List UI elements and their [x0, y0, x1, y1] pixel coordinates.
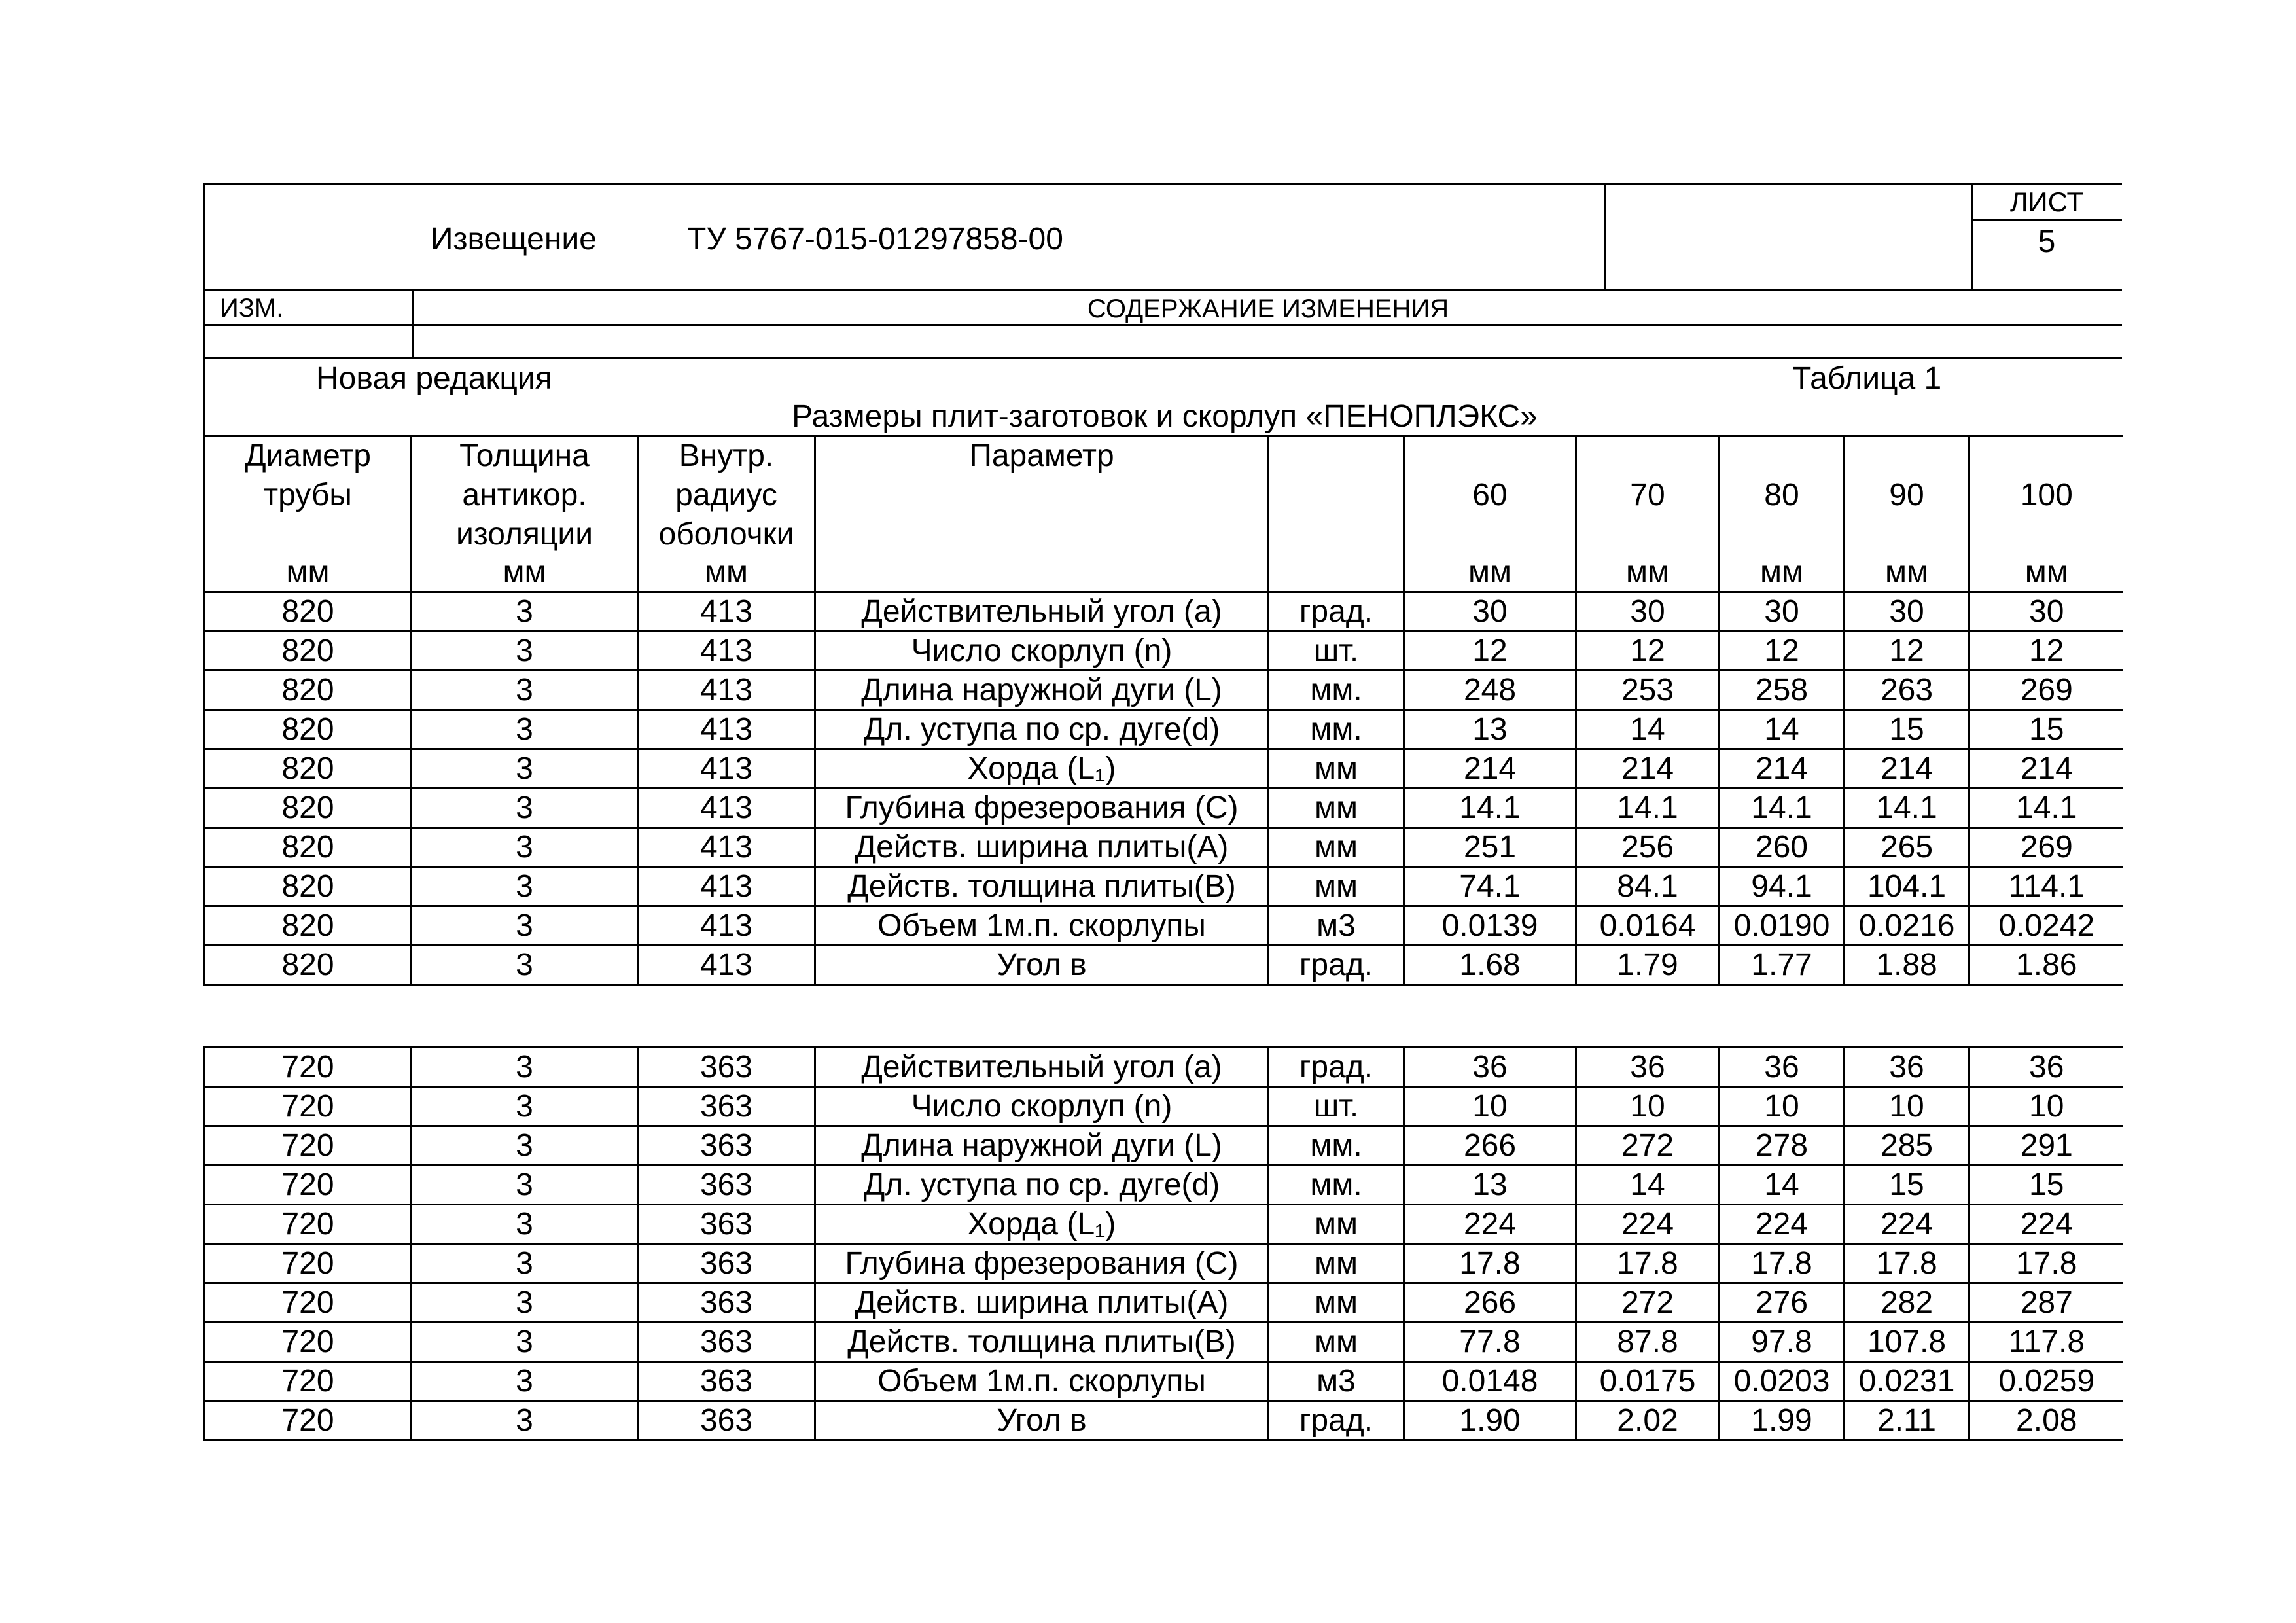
value-cell: 413: [638, 946, 815, 985]
unit-label: мм: [2024, 555, 2068, 590]
value-cell: 413: [638, 749, 815, 789]
value-cell: 2.11: [1845, 1401, 1969, 1440]
value-cell: 3: [412, 749, 638, 789]
value-cell: 14.1: [1969, 789, 2123, 828]
value-cell: 214: [1969, 749, 2123, 789]
sheet-number: 5: [2038, 224, 2056, 259]
table-header-row: [205, 436, 2123, 592]
value-cell: 3: [412, 1087, 638, 1126]
value-cell: 12: [1845, 632, 1969, 671]
value-cell: 84.1: [1576, 867, 1720, 906]
value-cell: 14: [1576, 710, 1720, 749]
parameter-cell: Глубина фрезерования (С): [815, 1244, 1269, 1283]
unit-cell: град.: [1269, 1401, 1404, 1440]
value-cell: 2.02: [1576, 1401, 1720, 1440]
header-line: Внутр.: [679, 438, 774, 473]
value-cell: 0.0164: [1576, 906, 1720, 946]
document-number: ТУ 5767-015-01297858-00: [687, 222, 1063, 257]
value-cell: 413: [638, 906, 815, 946]
parameter-cell: Объем 1м.п. скорлупы: [815, 1362, 1269, 1401]
value-cell: 14.1: [1404, 789, 1576, 828]
value-cell: 17.8: [1969, 1244, 2123, 1283]
value-cell: 413: [638, 789, 815, 828]
size-value: 60: [1472, 478, 1508, 512]
unit-cell: мм.: [1269, 671, 1404, 710]
value-cell: 3: [412, 1283, 638, 1323]
value-cell: 820: [205, 906, 412, 946]
table-row: [205, 1205, 2123, 1244]
table-row: [205, 867, 2123, 906]
value-cell: 363: [638, 1087, 815, 1126]
value-cell: 10: [1404, 1087, 1576, 1126]
value-cell: 0.0139: [1404, 906, 1576, 946]
unit-cell: шт.: [1269, 632, 1404, 671]
value-cell: 363: [638, 1205, 815, 1244]
value-cell: 0.0175: [1576, 1362, 1720, 1401]
value-cell: 3: [412, 1126, 638, 1166]
value-cell: 720: [205, 1283, 412, 1323]
value-cell: 17.8: [1404, 1244, 1576, 1283]
value-cell: 269: [1969, 828, 2123, 867]
table-row: [205, 1323, 2123, 1362]
col-parameter: [815, 436, 1269, 592]
value-cell: 15: [1969, 710, 2123, 749]
value-cell: 13: [1404, 710, 1576, 749]
value-cell: 30: [1720, 592, 1845, 632]
value-cell: 3: [412, 867, 638, 906]
value-cell: 720: [205, 1205, 412, 1244]
value-cell: 363: [638, 1401, 815, 1440]
value-cell: 413: [638, 828, 815, 867]
value-cell: 820: [205, 946, 412, 985]
value-cell: 820: [205, 749, 412, 789]
value-cell: 3: [412, 1166, 638, 1205]
value-cell: 30: [1845, 592, 1969, 632]
table-row: [205, 1283, 2123, 1323]
table-row: [205, 1126, 2123, 1166]
value-cell: 363: [638, 1362, 815, 1401]
value-cell: 3: [412, 671, 638, 710]
value-cell: 413: [638, 592, 815, 632]
section-body: [205, 1048, 2123, 1440]
value-cell: 77.8: [1404, 1323, 1576, 1362]
value-cell: 14: [1720, 1166, 1845, 1205]
value-cell: 720: [205, 1244, 412, 1283]
table-row: [205, 1362, 2123, 1401]
value-cell: 15: [1969, 1166, 2123, 1205]
value-cell: 820: [205, 671, 412, 710]
value-cell: 12: [1404, 632, 1576, 671]
value-cell: 820: [205, 867, 412, 906]
blank-row: [203, 326, 2122, 359]
value-cell: 10: [1720, 1087, 1845, 1126]
unit-cell: мм: [1269, 867, 1404, 906]
value-cell: 282: [1845, 1283, 1969, 1323]
size-value: 80: [1764, 478, 1799, 512]
value-cell: 12: [1720, 632, 1845, 671]
value-cell: 265: [1845, 828, 1969, 867]
unit-cell: град.: [1269, 946, 1404, 985]
value-cell: 0.0259: [1969, 1362, 2123, 1401]
value-cell: 214: [1720, 749, 1845, 789]
unit-cell: мм: [1269, 828, 1404, 867]
header-line: изоляции: [455, 517, 593, 552]
table-title: Размеры плит-заготовок и скорлуп «ПЕНОПЛЭКС»: [792, 399, 1538, 434]
value-cell: 36: [1576, 1048, 1720, 1087]
value-cell: 3: [412, 946, 638, 985]
value-cell: 820: [205, 828, 412, 867]
value-cell: 117.8: [1969, 1323, 2123, 1362]
value-cell: 3: [412, 1401, 638, 1440]
parameter-cell: Действ. ширина плиты(А): [815, 1283, 1269, 1323]
value-cell: 14.1: [1576, 789, 1720, 828]
unit-cell: мм: [1269, 1323, 1404, 1362]
value-cell: 272: [1576, 1126, 1720, 1166]
unit-cell: мм.: [1269, 710, 1404, 749]
value-cell: 285: [1845, 1126, 1969, 1166]
header-line: Параметр: [969, 438, 1114, 473]
value-cell: 1.90: [1404, 1401, 1576, 1440]
unit-cell: мм: [1269, 1283, 1404, 1323]
value-cell: 0.0148: [1404, 1362, 1576, 1401]
parameter-cell: Глубина фрезерования (С): [815, 789, 1269, 828]
value-cell: 17.8: [1720, 1244, 1845, 1283]
value-cell: 266: [1404, 1283, 1576, 1323]
unit-label: мм: [503, 555, 546, 590]
value-cell: 278: [1720, 1126, 1845, 1166]
value-cell: 363: [638, 1166, 815, 1205]
table-row: [205, 828, 2123, 867]
value-cell: 1.88: [1845, 946, 1969, 985]
value-cell: 3: [412, 1205, 638, 1244]
table-number: Таблица 1: [1792, 361, 1942, 396]
value-cell: 363: [638, 1283, 815, 1323]
value-cell: 260: [1720, 828, 1845, 867]
col-thickness: [412, 436, 638, 592]
value-cell: 224: [1720, 1205, 1845, 1244]
value-cell: 413: [638, 632, 815, 671]
value-cell: 720: [205, 1323, 412, 1362]
parameter-cell: Угол в: [815, 1401, 1269, 1440]
value-cell: 214: [1845, 749, 1969, 789]
value-cell: 413: [638, 710, 815, 749]
parameter-cell: Длина наружной дуги (L): [815, 1126, 1269, 1166]
unit-cell: мм.: [1269, 1166, 1404, 1205]
table-row: [205, 671, 2123, 710]
size-value: 90: [1889, 478, 1924, 512]
col-size-80: [1720, 436, 1845, 592]
col-size-60: [1404, 436, 1576, 592]
value-cell: 1.86: [1969, 946, 2123, 985]
value-cell: 363: [638, 1048, 815, 1087]
unit-cell: мм: [1269, 789, 1404, 828]
value-cell: 253: [1576, 671, 1720, 710]
value-cell: 720: [205, 1166, 412, 1205]
value-cell: 14.1: [1845, 789, 1969, 828]
value-cell: 0.0242: [1969, 906, 2123, 946]
header-line: антикор.: [462, 478, 587, 512]
value-cell: 36: [1404, 1048, 1576, 1087]
value-cell: 94.1: [1720, 867, 1845, 906]
value-cell: 14.1: [1720, 789, 1845, 828]
value-cell: 263: [1845, 671, 1969, 710]
table-row: [205, 1087, 2123, 1126]
size-value: 100: [2020, 478, 2073, 512]
value-cell: 258: [1720, 671, 1845, 710]
content-label: СОДЕРЖАНИЕ ИЗМЕНЕНИЯ: [1087, 294, 1449, 323]
col-size-70: [1576, 436, 1720, 592]
divider: [1604, 185, 1606, 289]
value-cell: 224: [1404, 1205, 1576, 1244]
unit-label: мм: [1626, 555, 1669, 590]
value-cell: 251: [1404, 828, 1576, 867]
edition-label: Новая редакция: [316, 361, 552, 396]
unit-cell: град.: [1269, 1048, 1404, 1087]
value-cell: 1.79: [1576, 946, 1720, 985]
table-section-720: [203, 1046, 2123, 1441]
unit-label: мм: [705, 555, 748, 590]
izm-label: ИЗМ.: [220, 294, 284, 323]
value-cell: 0.0216: [1845, 906, 1969, 946]
value-cell: 1.77: [1720, 946, 1845, 985]
col-unit: [1269, 436, 1404, 592]
value-cell: 3: [412, 710, 638, 749]
value-cell: 3: [412, 828, 638, 867]
table-section-820: [203, 435, 2123, 986]
parameter-cell: Действительный угол (а): [815, 1048, 1269, 1087]
parameter-cell: Объем 1м.п. скорлупы: [815, 906, 1269, 946]
header-line: оболочки: [658, 517, 794, 552]
value-cell: 12: [1969, 632, 2123, 671]
value-cell: 720: [205, 1362, 412, 1401]
value-cell: 248: [1404, 671, 1576, 710]
table-captions: [203, 359, 2122, 438]
parameter-cell: Действ. ширина плиты(А): [815, 828, 1269, 867]
value-cell: 14: [1720, 710, 1845, 749]
unit-cell: мм: [1269, 1205, 1404, 1244]
value-cell: 820: [205, 632, 412, 671]
value-cell: 3: [412, 632, 638, 671]
value-cell: 0.0231: [1845, 1362, 1969, 1401]
value-cell: 720: [205, 1087, 412, 1126]
value-cell: 214: [1576, 749, 1720, 789]
unit-cell: м3: [1269, 906, 1404, 946]
value-cell: 820: [205, 592, 412, 632]
value-cell: 30: [1404, 592, 1576, 632]
value-cell: 17.8: [1576, 1244, 1720, 1283]
value-cell: 363: [638, 1244, 815, 1283]
value-cell: 363: [638, 1126, 815, 1166]
section-body: [205, 592, 2123, 985]
value-cell: 224: [1969, 1205, 2123, 1244]
value-cell: 10: [1576, 1087, 1720, 1126]
value-cell: 10: [1845, 1087, 1969, 1126]
value-cell: 3: [412, 789, 638, 828]
parameter-cell: Хорда (L₁): [815, 749, 1269, 789]
value-cell: 1.68: [1404, 946, 1576, 985]
header-line: Толщина: [459, 438, 590, 473]
value-cell: 820: [205, 710, 412, 749]
table-row: [205, 632, 2123, 671]
change-header-row: [203, 291, 2122, 326]
table-row: [205, 710, 2123, 749]
parameter-cell: Действ. толщина плиты(В): [815, 1323, 1269, 1362]
value-cell: 13: [1404, 1166, 1576, 1205]
value-cell: 224: [1845, 1205, 1969, 1244]
unit-label: мм: [286, 555, 330, 590]
unit-label: мм: [1885, 555, 1928, 590]
value-cell: 720: [205, 1126, 412, 1166]
value-cell: 720: [205, 1048, 412, 1087]
col-diameter: [205, 436, 412, 592]
value-cell: 3: [412, 1244, 638, 1283]
value-cell: 287: [1969, 1283, 2123, 1323]
unit-label: мм: [1468, 555, 1511, 590]
value-cell: 12: [1576, 632, 1720, 671]
value-cell: 3: [412, 1048, 638, 1087]
unit-cell: м3: [1269, 1362, 1404, 1401]
value-cell: 36: [1969, 1048, 2123, 1087]
value-cell: 0.0203: [1720, 1362, 1845, 1401]
value-cell: 2.08: [1969, 1401, 2123, 1440]
value-cell: 3: [412, 1362, 638, 1401]
value-cell: 87.8: [1576, 1323, 1720, 1362]
value-cell: 266: [1404, 1126, 1576, 1166]
value-cell: 413: [638, 671, 815, 710]
value-cell: 36: [1720, 1048, 1845, 1087]
value-cell: 14: [1576, 1166, 1720, 1205]
parameter-cell: Число скорлуп (n): [815, 632, 1269, 671]
header-line: радиус: [675, 478, 777, 512]
value-cell: 74.1: [1404, 867, 1576, 906]
value-cell: 97.8: [1720, 1323, 1845, 1362]
col-size-90: [1845, 436, 1969, 592]
value-cell: 3: [412, 906, 638, 946]
value-cell: 272: [1576, 1283, 1720, 1323]
document-frame: [203, 183, 2122, 438]
value-cell: 0.0190: [1720, 906, 1845, 946]
unit-cell: шт.: [1269, 1087, 1404, 1126]
parameter-cell: Дл. уступа по ср. дуге(d): [815, 710, 1269, 749]
sheet-label: ЛИСТ: [1971, 185, 2122, 221]
value-cell: 363: [638, 1323, 815, 1362]
value-cell: 3: [412, 592, 638, 632]
unit-cell: мм: [1269, 1244, 1404, 1283]
value-cell: 720: [205, 1401, 412, 1440]
value-cell: 413: [638, 867, 815, 906]
parameter-cell: Угол в: [815, 946, 1269, 985]
header-line: Диаметр: [245, 438, 371, 473]
col-size-100: [1969, 436, 2123, 592]
value-cell: 276: [1720, 1283, 1845, 1323]
col-radius: [638, 436, 815, 592]
value-cell: 214: [1404, 749, 1576, 789]
value-cell: 30: [1969, 592, 2123, 632]
notice-label: Извещение: [431, 222, 597, 257]
table-row: [205, 1244, 2123, 1283]
value-cell: 30: [1576, 592, 1720, 632]
value-cell: 107.8: [1845, 1323, 1969, 1362]
value-cell: 224: [1576, 1205, 1720, 1244]
unit-cell: мм.: [1269, 1126, 1404, 1166]
parameter-cell: Число скорлуп (n): [815, 1087, 1269, 1126]
parameter-cell: Действительный угол (а): [815, 592, 1269, 632]
table-row: [205, 1048, 2123, 1087]
value-cell: 820: [205, 789, 412, 828]
value-cell: 15: [1845, 1166, 1969, 1205]
unit-label: мм: [1760, 555, 1803, 590]
value-cell: 256: [1576, 828, 1720, 867]
parameter-cell: Хорда (L₁): [815, 1205, 1269, 1244]
parameter-cell: Длина наружной дуги (L): [815, 671, 1269, 710]
unit-cell: град.: [1269, 592, 1404, 632]
value-cell: 10: [1969, 1087, 2123, 1126]
table-row: [205, 906, 2123, 946]
value-cell: 15: [1845, 710, 1969, 749]
table-row: [205, 749, 2123, 789]
value-cell: 36: [1845, 1048, 1969, 1087]
value-cell: 3: [412, 1323, 638, 1362]
parameter-cell: Действ. толщина плиты(В): [815, 867, 1269, 906]
value-cell: 114.1: [1969, 867, 2123, 906]
unit-cell: мм: [1269, 749, 1404, 789]
table-row: [205, 789, 2123, 828]
divider: [412, 326, 414, 357]
value-cell: 269: [1969, 671, 2123, 710]
value-cell: 291: [1969, 1126, 2123, 1166]
value-cell: 104.1: [1845, 867, 1969, 906]
title-block: [203, 183, 2122, 291]
table-row: [205, 1166, 2123, 1205]
header-line: трубы: [264, 478, 352, 512]
table-row: [205, 1401, 2123, 1440]
value-cell: 1.99: [1720, 1401, 1845, 1440]
table-row: [205, 592, 2123, 632]
size-value: 70: [1630, 478, 1665, 512]
parameter-cell: Дл. уступа по ср. дуге(d): [815, 1166, 1269, 1205]
table-row: [205, 946, 2123, 985]
value-cell: 17.8: [1845, 1244, 1969, 1283]
